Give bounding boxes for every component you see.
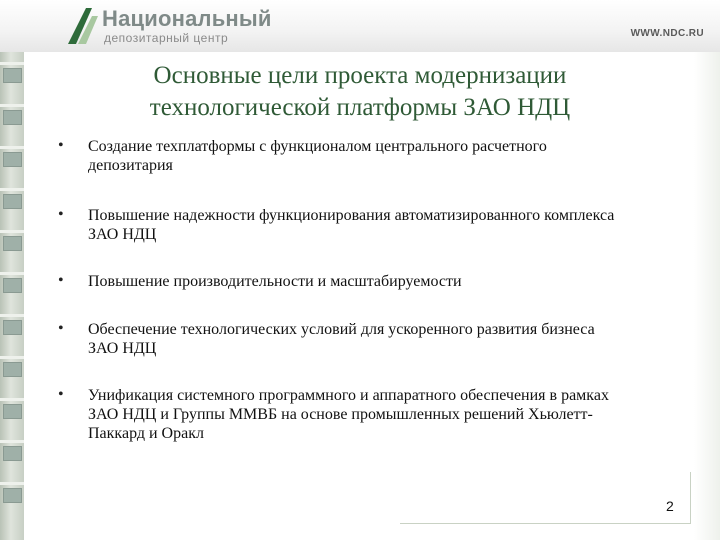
bullet-marker: • <box>58 320 64 337</box>
right-gradient-border <box>694 52 720 540</box>
logo-title: Национальный <box>102 6 272 31</box>
bullet-text <box>88 206 694 244</box>
bullet-text <box>88 272 694 291</box>
website-url: WWW.NDC.RU <box>630 28 704 39</box>
bullet-text <box>88 137 694 175</box>
page-number: 2 <box>666 498 674 514</box>
bullet-line: ЗАО НДЦ <box>88 340 157 357</box>
bullet-line: Паккард и Оракл <box>88 425 204 442</box>
page-number-frame <box>690 472 691 524</box>
bullet-line: ЗАО НДЦ и Группы ММВБ на основе промышленных решений Хьюлетт- <box>88 406 593 423</box>
ndc-logo <box>62 4 292 48</box>
slide-header <box>0 0 720 52</box>
bullet-line: депозитария <box>88 157 173 174</box>
bullet-marker: • <box>58 206 64 223</box>
bullet-line: Унификация системного программного и аппаратного обеспечения в рамках <box>88 387 609 404</box>
ndc-logo-icon <box>62 4 100 48</box>
slide-title <box>60 60 660 124</box>
bullet-marker: • <box>58 386 64 403</box>
bullet-marker: • <box>58 272 64 289</box>
bullet-line: Повышение производительности и масштабируемости <box>88 273 462 290</box>
bullet-line: ЗАО НДЦ <box>88 226 157 243</box>
slide-title-line-2: технологической платформы ЗАО НДЦ <box>149 94 571 121</box>
bullet-line: Создание техплатформы с функционалом центрального расчетного <box>88 138 547 155</box>
building-photo-strip <box>0 0 24 540</box>
page-number-frame <box>400 523 691 524</box>
bullet-marker: • <box>58 137 64 154</box>
slide-title-line-1: Основные цели проекта модернизации <box>153 62 567 89</box>
bullet-line: Обеспечение технологических условий для ускоренного развития бизнеса <box>88 321 595 338</box>
bullet-text <box>88 386 694 443</box>
bullet-line: Повышение надежности функционирования автоматизированного комплекса <box>88 207 615 224</box>
bullet-text <box>88 320 694 358</box>
logo-subtitle: депозитарный центр <box>104 31 229 45</box>
